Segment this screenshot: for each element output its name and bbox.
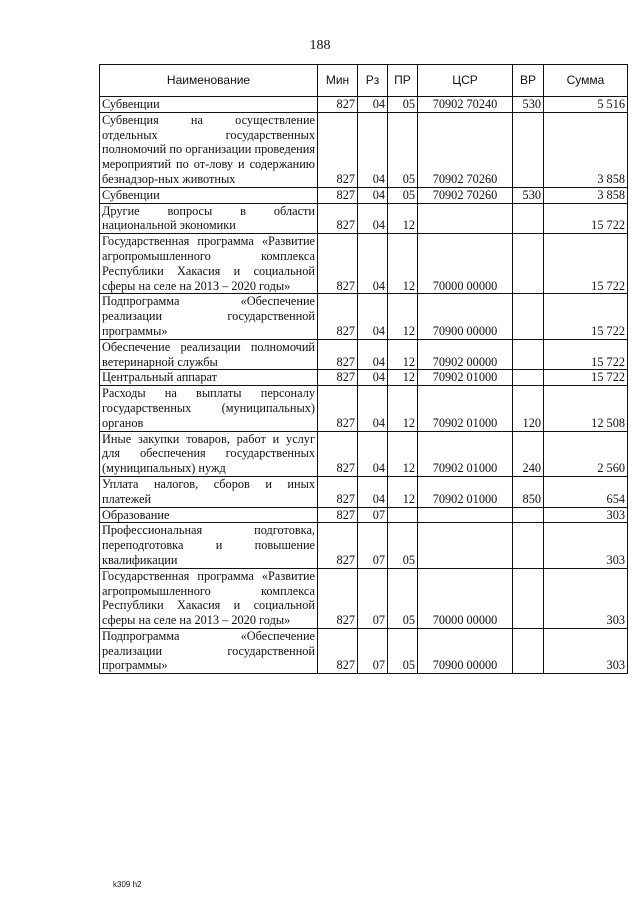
header-min: Мин <box>318 65 358 97</box>
cell-pr: 12 <box>388 234 418 294</box>
cell-min: 827 <box>318 386 358 431</box>
cell-vr <box>513 370 544 386</box>
cell-name: Образование <box>100 507 318 523</box>
cell-name: Центральный аппарат <box>100 370 318 386</box>
cell-pr: 12 <box>388 294 418 339</box>
cell-rz: 04 <box>358 234 388 294</box>
header-rz: Рз <box>358 65 388 97</box>
table-header-row <box>100 65 628 97</box>
cell-sum: 2 560 <box>544 431 628 476</box>
cell-csr: 70000 00000 <box>418 234 513 294</box>
table-row <box>100 386 628 431</box>
cell-min: 827 <box>318 507 358 523</box>
cell-vr <box>513 523 544 568</box>
cell-sum: 303 <box>544 507 628 523</box>
cell-min: 827 <box>318 339 358 370</box>
cell-rz: 04 <box>358 339 388 370</box>
cell-vr <box>513 112 544 187</box>
cell-vr <box>513 568 544 628</box>
cell-vr: 850 <box>513 476 544 507</box>
cell-rz: 04 <box>358 386 388 431</box>
cell-pr: 12 <box>388 386 418 431</box>
cell-name: Подпрограмма «Обеспечение реализации государственной программы» <box>100 294 318 339</box>
header-csr: ЦСР <box>418 65 513 97</box>
table-row <box>100 507 628 523</box>
cell-sum: 15 722 <box>544 339 628 370</box>
table-row <box>100 234 628 294</box>
cell-sum: 303 <box>544 568 628 628</box>
cell-min: 827 <box>318 476 358 507</box>
cell-vr <box>513 234 544 294</box>
cell-min: 827 <box>318 370 358 386</box>
table-row <box>100 203 628 234</box>
cell-name: Уплата налогов, сборов и иных платежей <box>100 476 318 507</box>
cell-csr: 70902 01000 <box>418 386 513 431</box>
cell-vr <box>513 294 544 339</box>
cell-sum: 15 722 <box>544 370 628 386</box>
cell-rz: 04 <box>358 203 388 234</box>
cell-name: Субвенции <box>100 187 318 203</box>
cell-name: Обеспечение реализации полномочий ветеринарной службы <box>100 339 318 370</box>
table-row <box>100 431 628 476</box>
table-row <box>100 294 628 339</box>
cell-pr: 05 <box>388 628 418 673</box>
cell-csr: 70000 00000 <box>418 568 513 628</box>
cell-csr <box>418 203 513 234</box>
cell-name: Подпрограмма «Обеспечение реализации государственной программы» <box>100 628 318 673</box>
cell-csr: 70902 01000 <box>418 370 513 386</box>
cell-csr: 70900 00000 <box>418 628 513 673</box>
table-row <box>100 568 628 628</box>
cell-sum: 3 858 <box>544 187 628 203</box>
cell-csr: 70902 01000 <box>418 431 513 476</box>
cell-rz: 04 <box>358 370 388 386</box>
cell-min: 827 <box>318 203 358 234</box>
cell-rz: 04 <box>358 476 388 507</box>
cell-vr <box>513 507 544 523</box>
cell-csr: 70902 70260 <box>418 187 513 203</box>
cell-csr: 70902 70240 <box>418 97 513 113</box>
table-row <box>100 370 628 386</box>
cell-pr: 05 <box>388 112 418 187</box>
cell-sum: 15 722 <box>544 234 628 294</box>
cell-pr: 05 <box>388 568 418 628</box>
cell-min: 827 <box>318 431 358 476</box>
cell-rz: 07 <box>358 507 388 523</box>
cell-min: 827 <box>318 97 358 113</box>
cell-sum: 15 722 <box>544 203 628 234</box>
cell-rz: 04 <box>358 431 388 476</box>
cell-rz: 04 <box>358 97 388 113</box>
table-row <box>100 628 628 673</box>
cell-sum: 303 <box>544 628 628 673</box>
footer-code: k309 h2 <box>113 880 142 889</box>
table-row <box>100 339 628 370</box>
cell-name: Иные закупки товаров, работ и услуг для обеспечения государственных (муниципальных) нужд <box>100 431 318 476</box>
cell-sum: 654 <box>544 476 628 507</box>
cell-name: Субвенция на осуществление отдельных государственных полномочий по организации проведения мероприятий по от-лову и содержанию безнадзор-ных животных <box>100 112 318 187</box>
table-row <box>100 112 628 187</box>
cell-vr: 530 <box>513 187 544 203</box>
header-sum: Сумма <box>544 65 628 97</box>
cell-vr: 530 <box>513 97 544 113</box>
cell-vr: 240 <box>513 431 544 476</box>
cell-csr <box>418 523 513 568</box>
cell-sum: 15 722 <box>544 294 628 339</box>
cell-vr: 120 <box>513 386 544 431</box>
cell-min: 827 <box>318 187 358 203</box>
table-row <box>100 523 628 568</box>
cell-min: 827 <box>318 628 358 673</box>
cell-min: 827 <box>318 234 358 294</box>
cell-pr: 12 <box>388 203 418 234</box>
cell-pr: 12 <box>388 339 418 370</box>
cell-sum: 303 <box>544 523 628 568</box>
cell-csr: 70902 01000 <box>418 476 513 507</box>
cell-pr <box>388 507 418 523</box>
cell-vr <box>513 628 544 673</box>
cell-rz: 07 <box>358 628 388 673</box>
cell-pr: 12 <box>388 370 418 386</box>
cell-name: Профессиональная подготовка, переподготовка и повышение квалификации <box>100 523 318 568</box>
cell-rz: 04 <box>358 187 388 203</box>
cell-vr <box>513 203 544 234</box>
cell-sum: 5 516 <box>544 97 628 113</box>
cell-rz: 07 <box>358 568 388 628</box>
cell-name: Государственная программа «Развитие агропромышленного комплекса Республики Хакасия и социальной сферы на селе на 2013 – 2020 годы» <box>100 234 318 294</box>
cell-sum: 12 508 <box>544 386 628 431</box>
cell-name: Расходы на выплаты персоналу государственных (муниципальных) органов <box>100 386 318 431</box>
cell-rz: 04 <box>358 294 388 339</box>
header-vr: ВР <box>513 65 544 97</box>
header-pr: ПР <box>388 65 418 97</box>
budget-table <box>99 64 628 674</box>
cell-pr: 12 <box>388 476 418 507</box>
page-number: 188 <box>309 38 331 53</box>
cell-name: Другие вопросы в области национальной экономики <box>100 203 318 234</box>
cell-csr: 70902 00000 <box>418 339 513 370</box>
cell-min: 827 <box>318 523 358 568</box>
cell-min: 827 <box>318 112 358 187</box>
cell-name: Государственная программа «Развитие агропромышленного комплекса Республики Хакасия и социальной сферы на селе на 2013 – 2020 годы» <box>100 568 318 628</box>
cell-min: 827 <box>318 568 358 628</box>
cell-pr: 05 <box>388 523 418 568</box>
cell-name: Субвенции <box>100 97 318 113</box>
cell-csr: 70902 70260 <box>418 112 513 187</box>
cell-sum: 3 858 <box>544 112 628 187</box>
cell-pr: 05 <box>388 187 418 203</box>
cell-rz: 04 <box>358 112 388 187</box>
cell-csr: 70900 00000 <box>418 294 513 339</box>
table-row <box>100 97 628 113</box>
cell-rz: 07 <box>358 523 388 568</box>
header-name: Наименование <box>100 65 318 97</box>
cell-csr <box>418 507 513 523</box>
cell-vr <box>513 339 544 370</box>
cell-min: 827 <box>318 294 358 339</box>
table-row <box>100 187 628 203</box>
cell-pr: 12 <box>388 431 418 476</box>
table-row <box>100 476 628 507</box>
cell-pr: 05 <box>388 97 418 113</box>
